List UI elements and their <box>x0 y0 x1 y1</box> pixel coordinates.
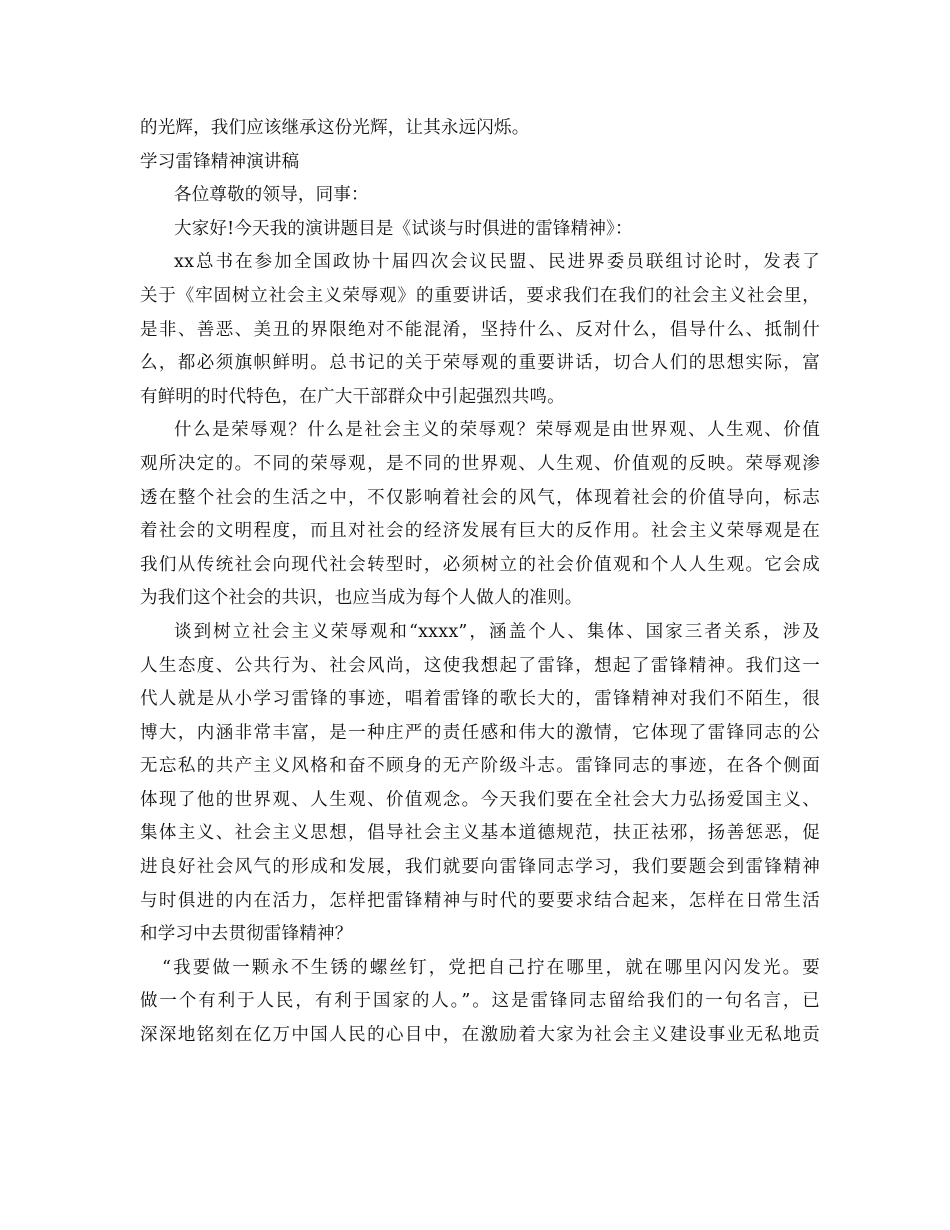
document-body <box>140 112 820 1053</box>
text-line: 人生态度、公共行为、社会风尚，这使我想起了雷锋，想起了雷锋精神。我们这一 <box>140 655 820 676</box>
text-line: 博大，内涵非常丰富，是一种庄严的责任感和伟大的激情，它体现了雷锋同志的公 <box>140 722 820 743</box>
text-line: 代人就是从小学习雷锋的事迹，唱着雷锋的歌长大的，雷锋精神对我们不陌生，很 <box>140 689 820 710</box>
text-line: 大家好!今天我的演讲题目是《试谈与时俱进的雷锋精神》： <box>174 218 633 239</box>
text-line: xx总书在参加全国政协十届四次会议民盟、民进界委员联组讨论时，发表了 <box>174 252 820 273</box>
text-line: 么，都必须旗帜鲜明。总书记的关于荣辱观的重要讲话，切合人们的思想实际，富 <box>140 353 820 374</box>
text-line: 做一个有利于人民，有利于国家的人。”。这是雷锋同志留给我们的一句名言，已 <box>140 991 820 1012</box>
text-line: “我要做一颗永不生锈的螺丝钉，党把自己拧在哪里，就在哪里闪闪发光。要 <box>162 957 820 978</box>
text-line: 谈到树立社会主义荣辱观和“xxxx”，涵盖个人、集体、国家三者关系，涉及 <box>174 621 820 642</box>
text-line: 集体主义、社会主义思想，倡导社会主义基本道德规范，扶正祛邪，扬善惩恶，促 <box>140 823 820 844</box>
text-line: 为我们这个社会的共识，也应当成为每个人做人的准则。 <box>140 588 583 609</box>
text-line: 学习雷锋精神演讲稿 <box>140 151 300 172</box>
text-line: 关于《牢固树立社会主义荣辱观》的重要讲话，要求我们在我们的社会主义社会里， <box>140 285 820 306</box>
text-line: 深深地铭刻在亿万中国人民的心目中，在激励着大家为社会主义建设事业无私地贡 <box>140 1025 820 1046</box>
text-line: 的光辉，我们应该继承这份光辉，让其永远闪烁。 <box>140 118 530 138</box>
text-line: 和学习中去贯彻雷锋精神？ <box>140 924 353 945</box>
text-line: 是非、善恶、美丑的界限绝对不能混淆，坚持什么、反对什么，倡导什么、抵制什 <box>140 319 820 340</box>
text-line: 各位尊敬的领导，同事： <box>174 185 369 206</box>
text-line: 透在整个社会的生活之中，不仅影响着社会的风气，体现着社会的价值导向，标志 <box>140 487 820 508</box>
text-line: 无忘私的共产主义风格和奋不顾身的无产阶级斗志。雷锋同志的事迹，在各个侧面 <box>140 756 820 777</box>
text-line: 与时俱进的内在活力，怎样把雷锋精神与时代的要要求结合起来，怎样在日常生活 <box>140 890 820 911</box>
text-line: 观所决定的。不同的荣辱观，是不同的世界观、人生观、价值观的反映。荣辱观渗 <box>140 453 820 474</box>
text-line: 有鲜明的时代特色，在广大干部群众中引起强烈共鸣。 <box>140 386 565 407</box>
text-line: 什么是荣辱观？什么是社会主义的荣辱观？荣辱观是由世界观、人生观、价值 <box>174 420 820 441</box>
text-line: 体现了他的世界观、人生观、价值观念。今天我们要在全社会大力弘扬爱国主义、 <box>140 789 820 810</box>
text-line: 着社会的文明程度，而且对社会的经济发展有巨大的反作用。社会主义荣辱观是在 <box>140 521 820 542</box>
text-line: 进良好社会风气的形成和发展，我们就要向雷锋同志学习，我们要题会到雷锋精神 <box>140 857 820 878</box>
text-line: 我们从传统社会向现代社会转型时，必须树立的社会价值观和个人人生观。它会成 <box>140 554 820 575</box>
